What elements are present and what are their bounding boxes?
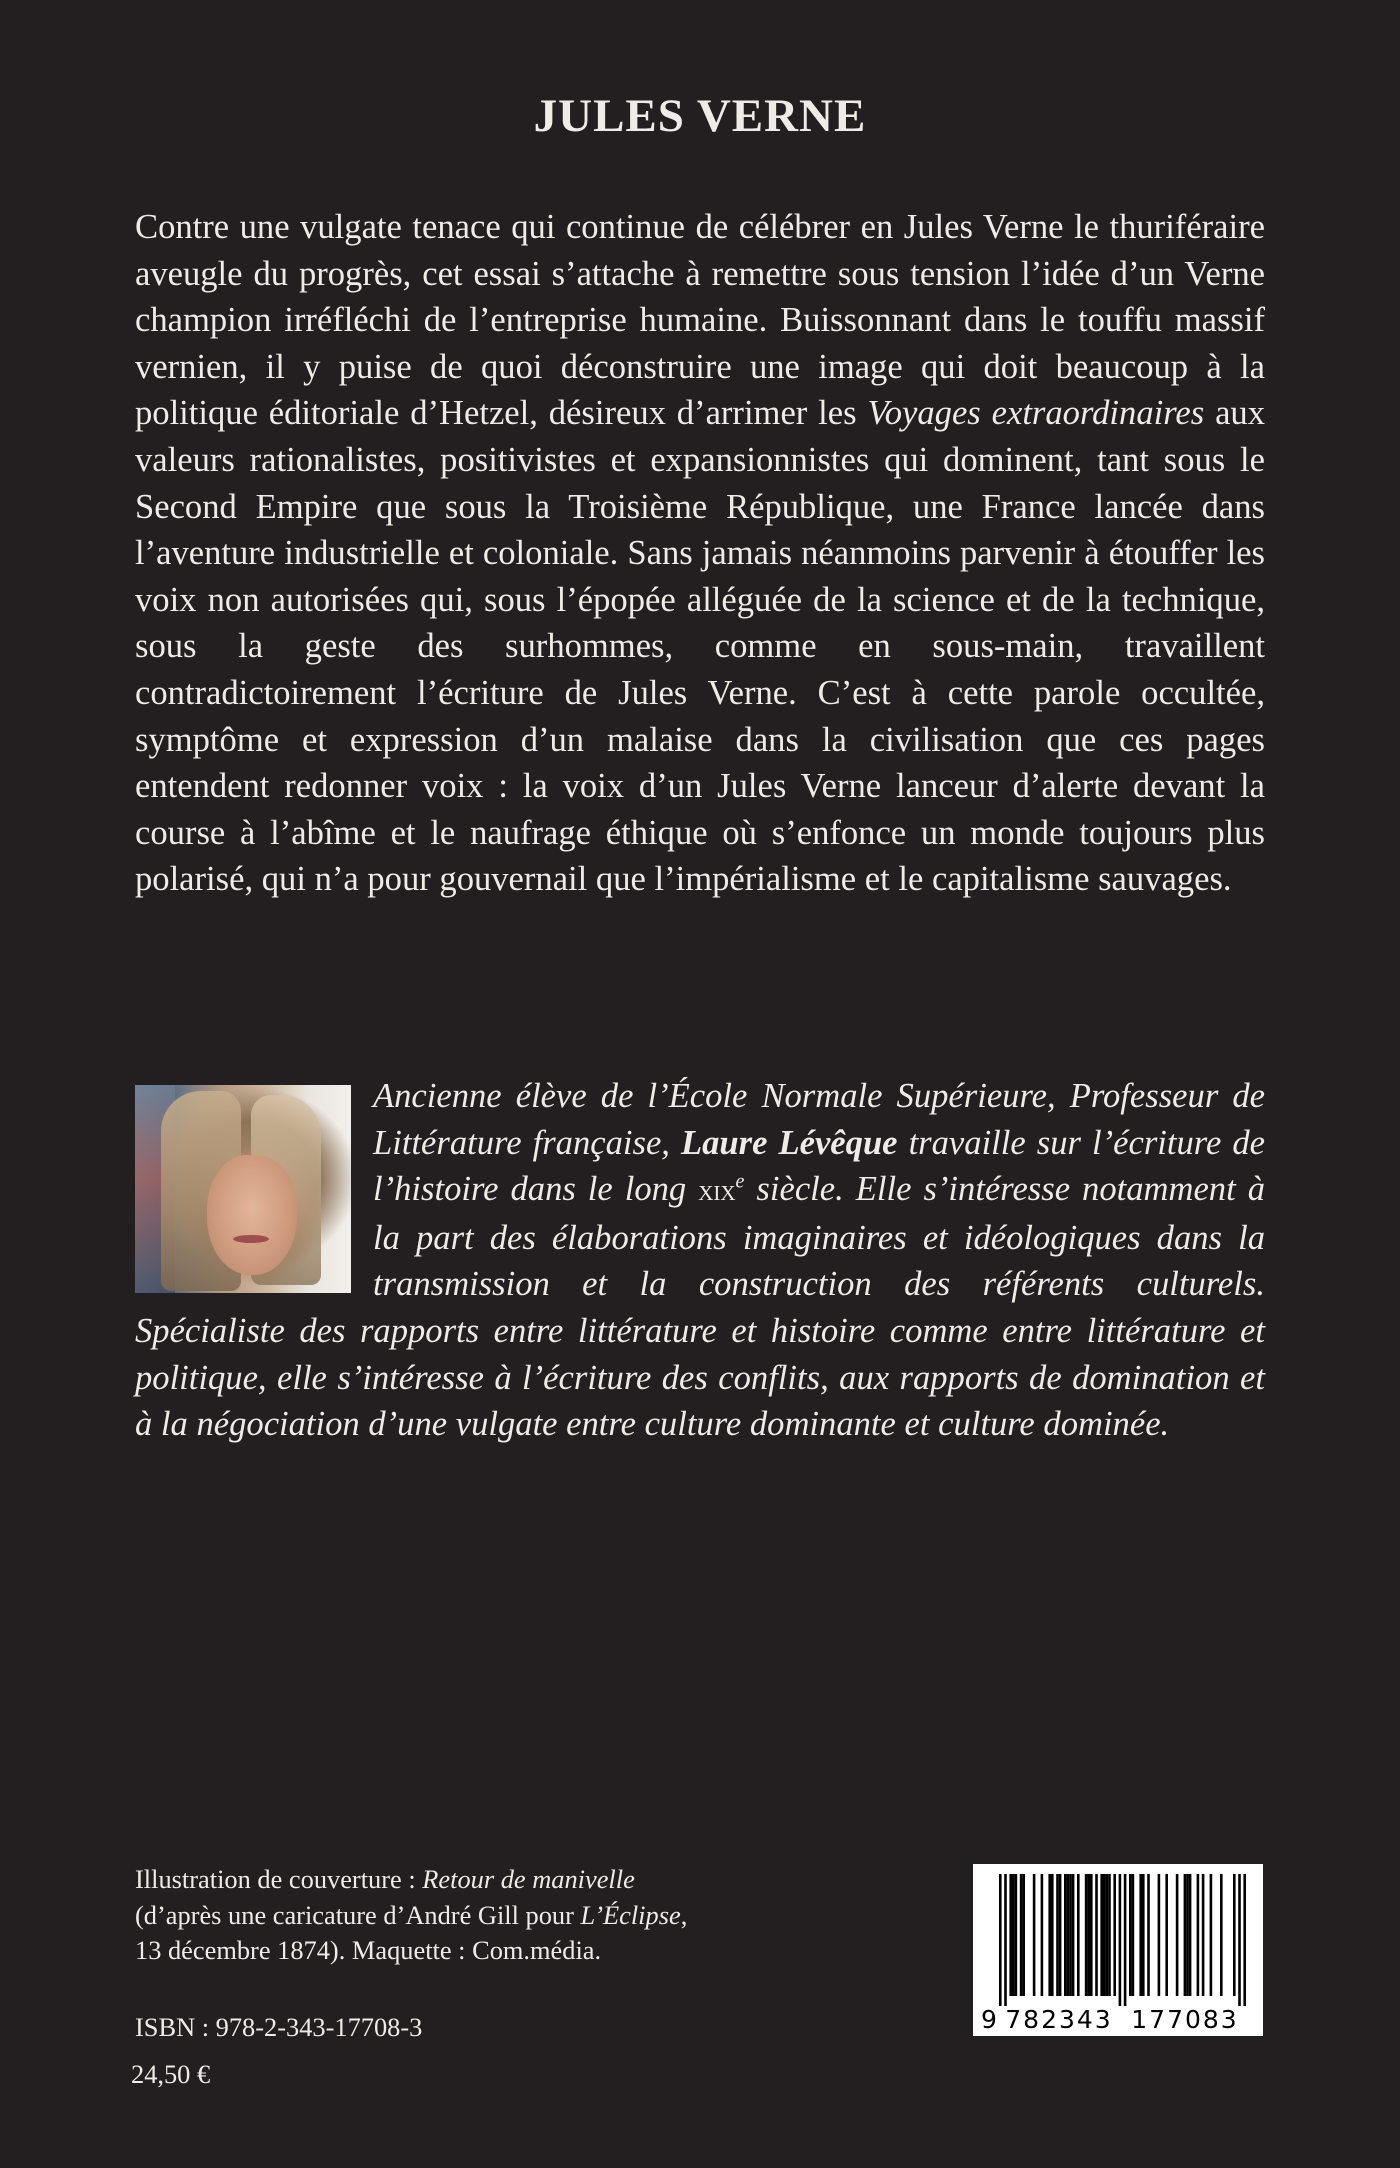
author-bio [135, 1073, 1265, 1448]
barcode-bar [1033, 1874, 1036, 1996]
barcode-bar [1139, 1874, 1142, 1996]
barcode-bar [1056, 1874, 1059, 1996]
credits-line1-prefix: Illustration de couverture : [135, 1864, 423, 1894]
barcode-bar [1210, 1874, 1213, 1996]
barcode-guard-bar [1119, 1874, 1122, 2006]
barcode-bar [1108, 1874, 1111, 1996]
author-photo [135, 1085, 351, 1293]
credits-line3: 13 décembre 1874). Maquette : Com.média. [135, 1935, 602, 1965]
barcode-guard-bar [1004, 1874, 1007, 2006]
barcode-bar [1087, 1874, 1090, 1996]
century-superscript: e [735, 1170, 745, 1193]
barcode-bar [1189, 1874, 1192, 1996]
barcode-bar [1022, 1874, 1025, 1996]
barcode-bar [1197, 1874, 1200, 1996]
barcode-bar [1012, 1874, 1015, 1996]
barcode-guard-bar [1238, 1874, 1241, 2006]
barcode-bar [1186, 1874, 1189, 1996]
barcode-bar [1184, 1874, 1187, 1996]
barcode-bar [1085, 1874, 1088, 1996]
barcode-bar [1142, 1874, 1145, 1996]
barcode-bar [1220, 1874, 1223, 1996]
barcode-bar [1059, 1874, 1062, 1996]
barcode-bar [1041, 1874, 1044, 1996]
barcode-bar [1165, 1874, 1168, 1996]
barcode-bar [1069, 1874, 1072, 1996]
barcode-bar [1147, 1874, 1150, 1996]
illustration-title: Retour de manivelle [422, 1864, 635, 1894]
barcode-bar [1020, 1874, 1023, 1996]
century-numeral: xix [698, 1174, 736, 1208]
barcode-bar [1009, 1874, 1012, 1996]
barcode-bar [1067, 1874, 1070, 1996]
barcode-guard-bar [999, 1874, 1002, 2006]
barcode-bar [1095, 1874, 1098, 1996]
barcode-bar [1015, 1874, 1018, 1996]
barcode-bar [1113, 1874, 1116, 1996]
summary-text-part1: Contre une vulgate tenace qui continue de célébrer en Jules Verne le thuriféraire aveugle du progrès, cet essai s’attache à remettre sous tension l’idée d’un Verne champion irréfléchi de l’entreprise humaine. Buissonnant dans le touffu massif vernien, il y puise de quoi déconstruire une image qui doit beaucoup à la politique éditoriale d’Hetzel, désireux d’arrimer les [135, 208, 1265, 433]
barcode-guard-bar [1243, 1874, 1246, 2006]
bio-text-part2: travaille sur l’écriture de l’histoire dans le long [373, 1123, 1266, 1209]
barcode-left-digits: 782343 [1005, 2005, 1113, 2034]
barcode-bar [1233, 1874, 1236, 1996]
book-summary [135, 204, 1265, 903]
barcode-bar [1064, 1874, 1067, 1996]
barcode-bar [1176, 1874, 1179, 1996]
bio-text-part1: Ancienne élève de l’École Normale Supérieure, Professeur de Littérature française, [373, 1077, 1265, 1162]
isbn-text: ISBN : 978-2-343-17708-3 [135, 2012, 423, 2042]
barcode-graphic [973, 1864, 1263, 2036]
barcode-bar [1158, 1874, 1161, 1996]
barcode-bar [1048, 1874, 1051, 1996]
barcode-bar [1129, 1874, 1132, 1996]
barcode-guard-bar [1124, 1874, 1127, 2006]
bio-text-part3: siècle. Elle s’intéresse notamment à la part des élaborations imaginaires et idéologiques dans la transmission et la construction des référents culturels. Spécialiste des rapports entre littérature et histoire comme entre littérature et politique, elle s’intéresse à l’écriture des conflits, aux rapports de domination et à la négociation d’une vulgate entre culture dominante et culture dominée. [135, 1170, 1265, 1444]
credits-line2-suffix: , [680, 1899, 688, 1930]
cover-credits [135, 1862, 755, 1969]
barcode-bar [1100, 1874, 1103, 1996]
summary-text-part2: aux valeurs rationalistes, positivistes et expansionnistes qui dominent, tant sous le Second Empire que sous la Troisième République, une France lancée dans l’aventure industrielle et coloniale. Sans jamais néanmoins parvenir à étouffer les voix non autorisées qui, sous l’épopée alléguée de la science et de la technique, sous la geste des surhommes, comme en sous-main, travaillent contradictoirement l’écriture de Jules Verne. C’est à cette parole occultée, symptôme et expression d’un malaise dans la civilisation que ces pages entendent redonner voix : la voix d’un Jules Verne lanceur d’alerte devant la course à l’abîme et le naufrage éthique où s’enfonce un monde toujours plus polarisé, qui n’a pour gouvernail que l’impérialisme et le capitalisme sauvages. [135, 394, 1265, 899]
barcode-bar [1077, 1874, 1080, 1996]
author-name: Laure Lévêque [681, 1123, 898, 1162]
barcode-bar [1132, 1874, 1135, 1996]
book-title: JULES VERNE [533, 90, 867, 142]
summary-italic-title: Voyages extraordinaires [867, 394, 1205, 433]
barcode-bar [1051, 1874, 1054, 1996]
journal-title: L’Éclipse [580, 1899, 681, 1930]
barcode-bar [1072, 1874, 1075, 1996]
barcode-bar [1106, 1874, 1109, 1996]
price-text: 24,50 € [131, 2059, 211, 2089]
barcode-bar [1090, 1874, 1093, 1996]
barcode-first-digit: 9 [981, 2005, 997, 2034]
credits-line2-prefix: (d’après une caricature d’André Gill pour [135, 1899, 581, 1930]
barcode-right-digits: 177083 [1131, 2005, 1239, 2034]
barcode-bar [1103, 1874, 1106, 1996]
barcode-bar [1202, 1874, 1205, 1996]
barcode [973, 1864, 1263, 2036]
